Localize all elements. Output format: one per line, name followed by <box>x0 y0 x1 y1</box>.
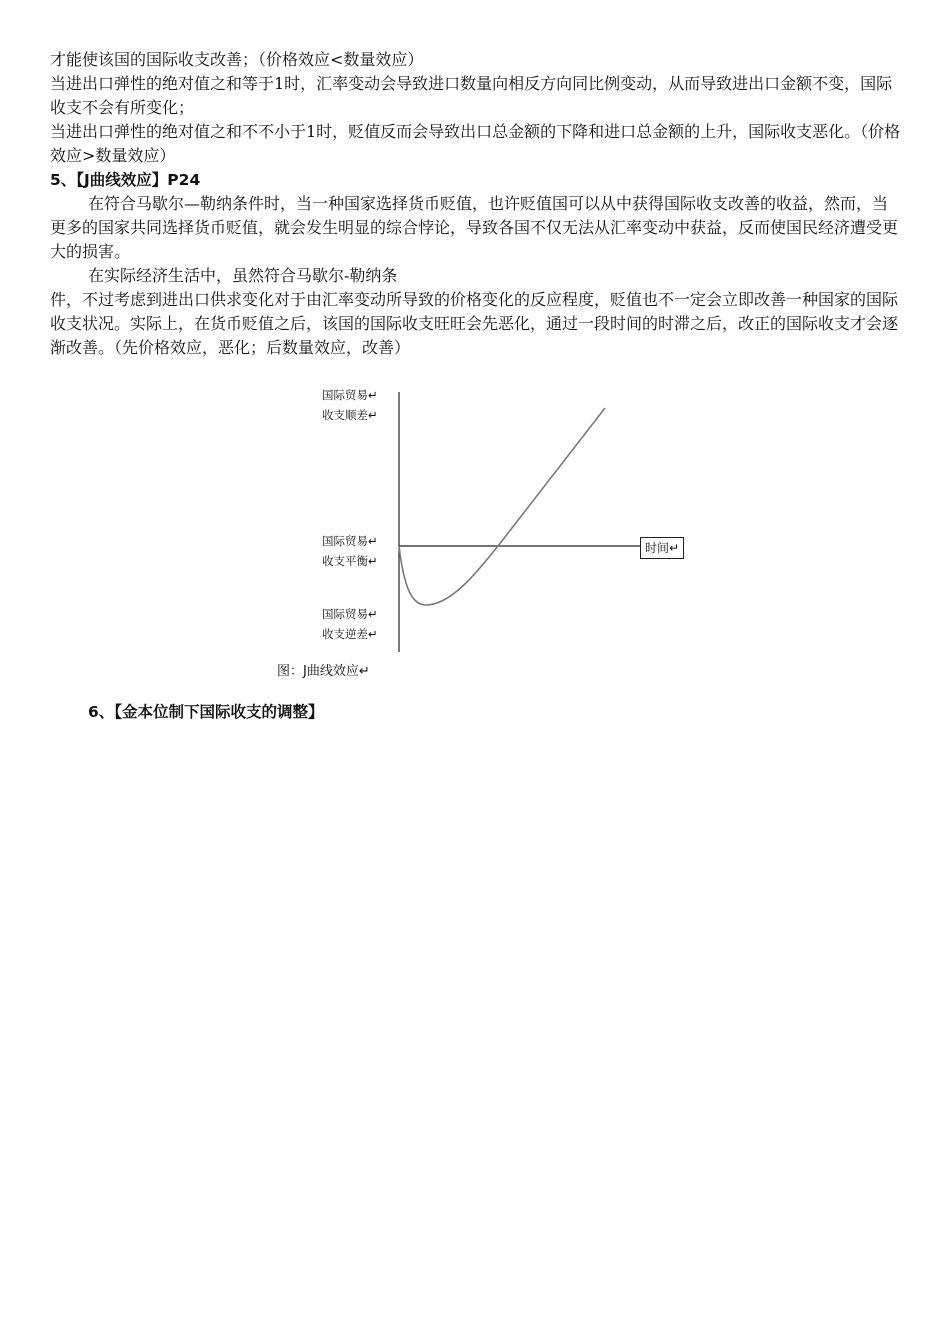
document-body <box>50 48 902 360</box>
paragraph-4: 在符合马歇尔—勒纳条件时，当一种国家选择货币贬值，也许贬值国可以从中获得国际收支改善的收益，然而，当更多的国家共同选择货币贬值，就会发生明显的综合悖论，导致各国不仅无法从汇率变动中获益，反而使国民经济遭受更大的损害。 <box>50 194 899 261</box>
paragraph-5-rest: 件，不过考虑到进出口供求变化对于由汇率变动所导致的价格变化的反应程度，贬值也不一定会立即改善一种国家的国际收支状况。实际上，在货币贬值之后，该国的国际收支旺旺会先恶化，通过一段时间的时滞之后，改正的国际收支才会逐渐改善。（先价格效应，恶化；后数量效应，改善） <box>50 290 899 357</box>
label-surplus-line-1: 国际贸易↵ <box>322 388 378 402</box>
label-balance-line-1: 国际贸易↵ <box>322 534 378 548</box>
paragraph-5-line-1: 在实际经济生活中，虽然符合马歇尔-勒纳条 <box>88 266 398 285</box>
figure-caption: 图：J曲线效应↵ <box>277 664 370 679</box>
label-deficit-line-2: 收支逆差↵ <box>322 627 378 641</box>
j-curve-figure <box>260 380 720 680</box>
section-heading-5: 5、【J曲线效应】P24 <box>50 171 201 189</box>
label-balance-line-2: 收支平衡↵ <box>322 554 378 568</box>
paragraph-3: 当进出口弹性的绝对值之和不不小于1时，贬值反而会导致出口总金额的下降和进口总金额的上升，国际收支恶化。（价格效应>数量效应） <box>50 122 901 165</box>
j-curve-line <box>399 408 605 605</box>
paragraph-1: 才能使该国的国际收支改善；（价格效应<数量效应） <box>50 50 424 69</box>
label-deficit-line-1: 国际贸易↵ <box>322 607 378 621</box>
label-surplus-line-2: 收支顺差↵ <box>322 408 378 422</box>
section-heading-6: 6、【金本位制下国际收支的调整】 <box>88 703 324 721</box>
paragraph-2: 当进出口弹性的绝对值之和等于1时，汇率变动会导致进口数量向相反方向同比例变动，从而导致进出口金额不变，国际收支不会有所变化； <box>50 74 893 117</box>
time-axis-label: 时间↵ <box>640 537 684 559</box>
